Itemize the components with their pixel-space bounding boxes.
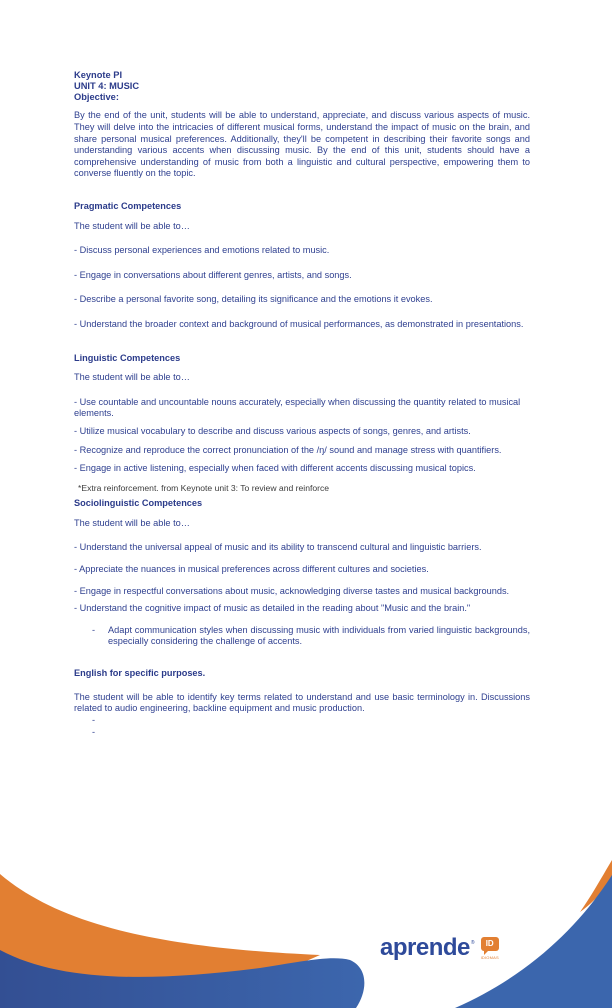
pragmatic-intro: The student will be able to…	[74, 220, 190, 231]
sub-item-text: Adapt communication styles when discussing music with individuals from varied linguistic backgrounds, especially considering the challenge of accents.	[108, 624, 530, 647]
linguistic-title: Linguistic Competences	[74, 352, 181, 363]
empty-bullet: -	[92, 714, 96, 725]
sociolinguistic-intro: The student will be able to…	[74, 517, 190, 528]
unit-title: UNIT 4: MUSIC	[74, 80, 140, 91]
empty-bullet-list	[74, 715, 530, 739]
aprende-logo	[380, 936, 499, 960]
sociolinguistic-title: Sociolinguistic Competences	[74, 498, 203, 509]
course-title: Keynote PI	[74, 70, 123, 80]
esp-text: The student will be able to identify key terms related to understand and use basic terminology in. Discussions related to audio engineering, backline equipment and music production.	[74, 691, 530, 714]
document-body	[74, 70, 530, 739]
pragmatic-title: Pragmatic Competences	[74, 200, 182, 211]
empty-bullet: -	[92, 726, 96, 737]
linguistic-item: - Recognize and reproduce the correct pronunciation of the /ŋ/ sound and manage stress with quantifiers.	[74, 445, 502, 456]
registered-mark: ®	[470, 940, 475, 946]
sociolinguistic-item: - Appreciate the nuances in musical preferences across different cultures and societies.	[74, 564, 429, 575]
logo-badge	[481, 937, 499, 960]
sociolinguistic-sub-item	[74, 625, 530, 648]
sub-item-dash: -	[92, 624, 96, 635]
linguistic-item: - Engage in active listening, especially when faced with different accents discussing musical topics.	[74, 463, 476, 474]
logo-subtitle: IDIOMAS	[480, 955, 499, 960]
linguistic-intro: The student will be able to…	[74, 372, 190, 383]
reinforcement-note: *Extra reinforcement. from Keynote unit 3: To review and reinforce	[78, 482, 330, 493]
objective-text: By the end of the unit, students will be able to understand, appreciate, and discuss various aspects of music. They will delve into the intricacies of different musical forms, understand the impact of music on the brain, and share personal musical preferences. Additionally, they'll be competent in describing their favorite songs and understanding various accents when discussing music. By the end of this unit, students should have a comprehensive understanding of music from both a linguistic and cultural perspective, empowering them to converse fluently on the topic.	[74, 110, 530, 179]
pragmatic-item: - Understand the broader context and background of musical performances, as demonstrated in presentations.	[74, 318, 524, 329]
sociolinguistic-item: - Understand the universal appeal of music and its ability to transcend cultural and linguistic barriers.	[74, 542, 482, 553]
pragmatic-item: - Discuss personal experiences and emotions related to music.	[74, 245, 330, 256]
sociolinguistic-item: - Engage in respectful conversations about music, acknowledging diverse tastes and musical backgrounds.	[74, 585, 510, 596]
linguistic-item: - Utilize musical vocabulary to describe and discuss various aspects of songs, genres, and artists.	[74, 425, 471, 436]
sociolinguistic-item: - Understand the cognitive impact of music as detailed in the reading about "Music and the brain."	[74, 603, 471, 614]
pragmatic-item: - Engage in conversations about different genres, artists, and songs.	[74, 269, 352, 280]
linguistic-item: - Use countable and uncountable nouns accurately, especially when discussing the quantity related to musical elements.	[74, 396, 521, 419]
speech-bubble-icon: ID	[481, 937, 499, 951]
objective-label: Objective:	[74, 91, 119, 102]
pragmatic-item: - Describe a personal favorite song, detailing its significance and the emotions it evokes.	[74, 294, 433, 305]
logo-wordmark: aprende	[380, 934, 470, 961]
esp-title: English for specific purposes.	[74, 668, 206, 679]
